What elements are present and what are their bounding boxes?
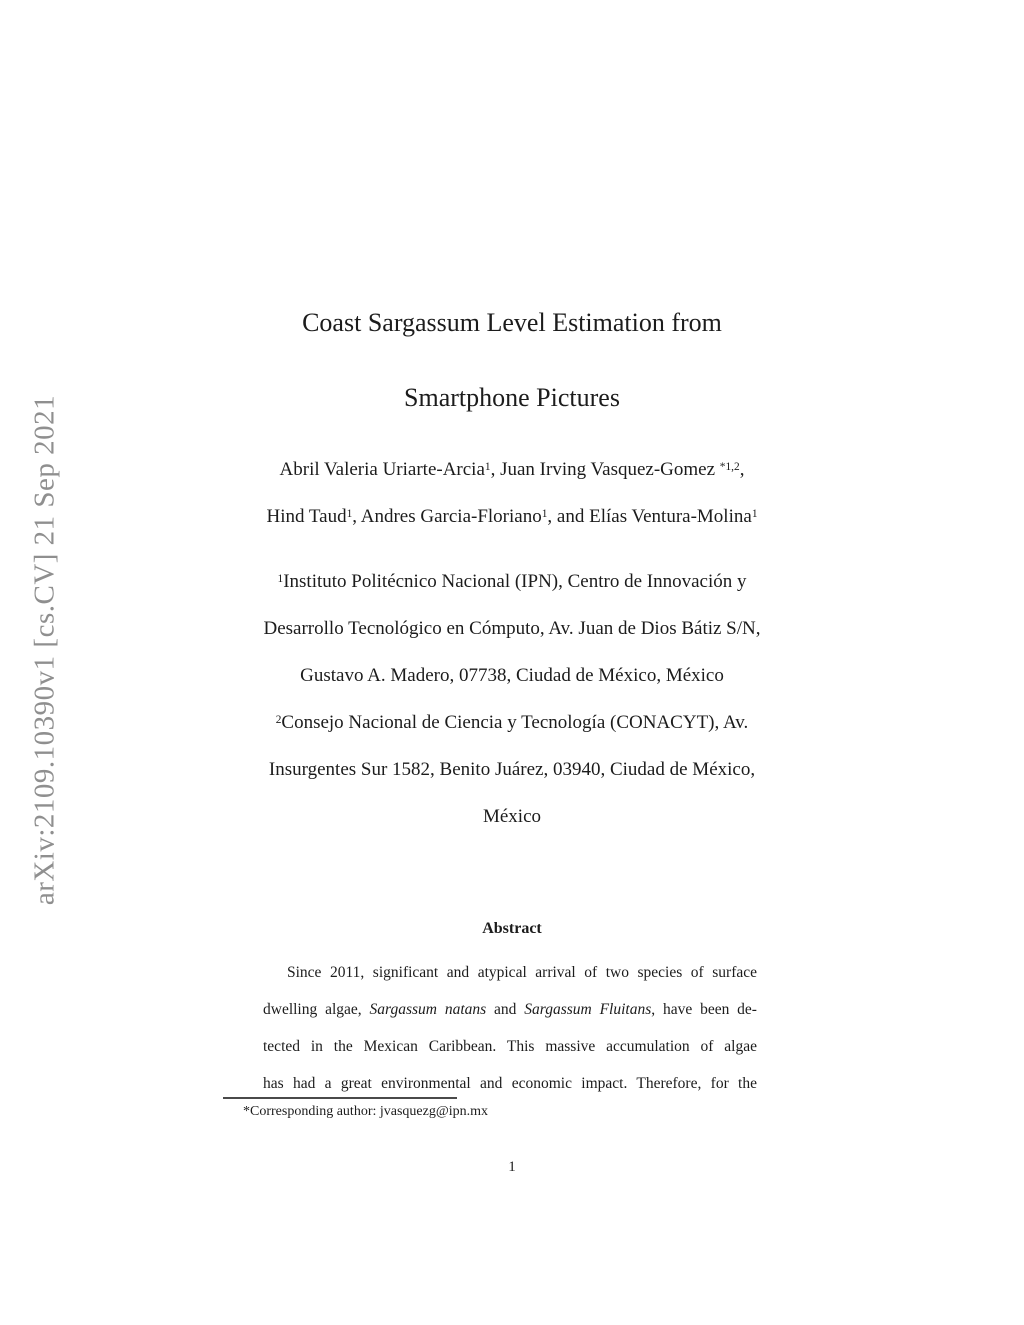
- arxiv-watermark: arXiv:2109.10390v1 [cs.CV] 21 Sep 2021: [28, 394, 61, 906]
- paper-title: [222, 285, 802, 435]
- corresponding-author-footnote: *Corresponding author: jvasquezg@ipn.mx: [243, 1104, 489, 1119]
- affiliation-2-line-3: México: [482, 806, 542, 827]
- affiliations: [222, 558, 802, 840]
- paper-title-line-2: Smartphone Pictures: [404, 383, 620, 412]
- author-list: [222, 446, 802, 540]
- abstract-line-2: dwelling algae, Sargassum natans and Sargassum Fluitans, have been de-: [263, 1001, 757, 1018]
- affiliation-1-line-1: $^1$Instituto Politécnico Nacional (IPN), Centro de Innovación y: [277, 571, 747, 592]
- abstract-line-1: Since 2011, significant and atypical arrival of two species of surface: [287, 964, 757, 981]
- author-line-1: Abril Valeria Uriarte-Arcia$^1$, Juan Irving Vasquez-Gomez $^{*1,2}$,: [279, 459, 745, 480]
- author-line-2: Hind Taud$^1$, Andres Garcia-Floriano$^1$, and Elías Ventura-Molina$^1$: [266, 506, 758, 527]
- abstract-line-3: tected in the Mexican Caribbean. This massive accumulation of algae: [263, 1038, 757, 1055]
- affiliation-1-line-3: Gustavo A. Madero, 07738, Ciudad de México, México: [300, 665, 724, 686]
- paper-title-line-1: Coast Sargassum Level Estimation from: [302, 308, 722, 337]
- footnote-divider: [223, 1097, 457, 1099]
- abstract-text: [263, 954, 757, 1102]
- page-number: 1: [508, 1159, 516, 1175]
- affiliation-1-line-2: Desarrollo Tecnológico en Cómputo, Av. Juan de Dios Bátiz S/N,: [263, 618, 761, 639]
- affiliation-2-line-2: Insurgentes Sur 1582, Benito Juárez, 03940, Ciudad de México,: [268, 759, 756, 780]
- abstract-heading: Abstract: [482, 920, 542, 937]
- affiliation-2-line-1: $^2$Consejo Nacional de Ciencia y Tecnología (CONACYT), Av.: [275, 712, 749, 733]
- abstract-line-4: has had a great environmental and economic impact. Therefore, for the: [263, 1075, 757, 1092]
